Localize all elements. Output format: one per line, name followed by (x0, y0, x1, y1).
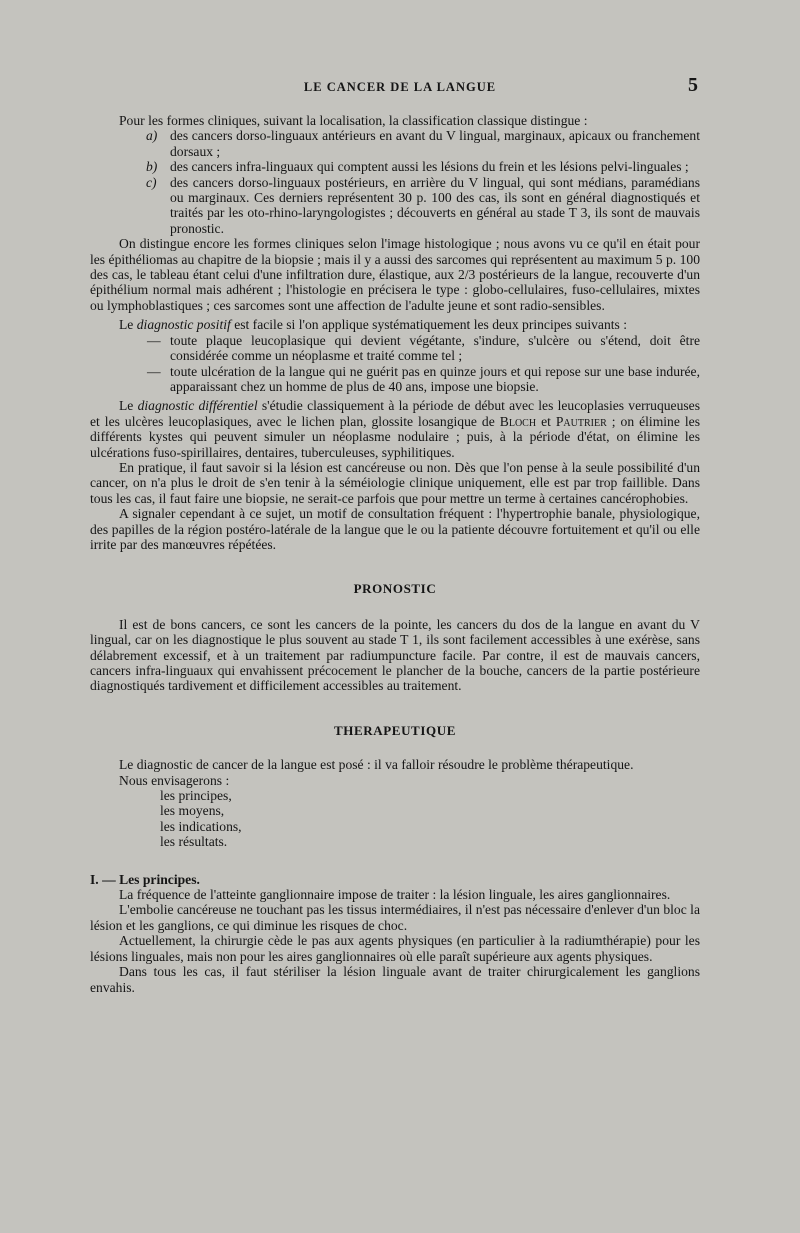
therapeutique-heading: THERAPEUTIQUE (334, 722, 456, 738)
principes-paragraph: La fréquence de l'atteinte ganglionnaire impose de traiter : la lésion linguale, les aires ganglionnaires. (119, 887, 671, 903)
principes-paragraph: L'embolie cancéreuse ne touchant pas les tissus intermédiaires, il n'est pas nécessaire d'enlever d'un bloc la lésion et les ganglions, ce qui diminue les risques de choc. (90, 902, 700, 933)
plan-item: les résultats. (160, 834, 228, 850)
item-text: des cancers dorso-linguaux antérieurs en avant du V lingual, marginaux, apicaux ou franchement dorsaux ; (170, 128, 700, 159)
dp-rest: est facile si l'on applique systématiquement les deux principes suivants : (234, 317, 627, 333)
plan-item: les indications, (160, 818, 242, 834)
pronostic-paragraph: Il est de bons cancers, ce sont les cancers de la pointe, les cancers du dos de la langue en avant du V lingual, car on les diagnostique le plus souvent au stade T 1, ils sont facilement accessibles à une exérèse, sans délabrement excessif, et à un traitement par radiumpuncture facile. Par contre, il est de mauvais cancers, cancers infra-linguaux qui envahissent précocement le plancher de la bouche, cancers de la partie postérieure diagnostiqués tardivement et difficilement accessibles au traitement. (90, 616, 700, 694)
dash-label: — (147, 363, 161, 379)
histologie-paragraph: On distingue encore les formes cliniques selon l'image histologique ; nous avons vu ce qu'il en était pour les épithéliomas au chapitre de la biopsie ; mais il y a aussi des sarcomes qui représentent au maximum 5 p. 100 des cas, le tableau étant celui d'une infiltration dure, élastique, aux 2/3 postérieurs de la langue, recouverte d'un épithélium normal mais adhérent ; l'histologie en précisera le type : globo-cellulaires, fuso-cellulaires, mixtes ou lymphoblastiques ; ces sarcomes sont une affection de l'adulte jeune et sont radio-sensibles. (90, 236, 700, 313)
item-label: c) (146, 174, 157, 190)
pratique-paragraph: En pratique, il faut savoir si la lésion est cancéreuse ou non. Dès que l'on pense à la seule possibilité d'un cancer, on n'a plus le droit de s'en tenir à la séméiologie clinique uniquement, elle est par trop faillible. Dans tous les cas, il faut faire une biopsie, ne serait-ce parfois que pour mettre un terme à certaines cancérophobies. (90, 459, 700, 506)
dp-prefix: Le (119, 317, 134, 333)
list-item (90, 128, 700, 159)
item-text: des cancers dorso-linguaux postérieurs, en arrière du V lingual, qui sont médians, paramédians ou marginaux. Ces derniers représentent 30 p. 100 des cas, ils sont en général diagnostiqués et traités par les oto-rhino-laryngologistes ; découverts en général au stade T 3, ils sont de mauvais pronostic. (170, 174, 700, 236)
principes-paragraph: Dans tous les cas, il faut stériliser la lésion linguale avant de traiter chirurgicalement les ganglions envahis. (90, 964, 700, 995)
author-name: Bloch (499, 413, 537, 429)
therapeutique-intro: Le diagnostic de cancer de la langue est posé : il va falloir résoudre le problème thérapeutique. (119, 757, 634, 773)
dd-text-b: ; on élimine les différents kystes qui peuvent simuler un néoplasme nodulaire ; puis, à la période d'état, on élimine les ulcérations fuso-spirillaires, dentaires, tuberculeuses, syphilitiques. (90, 413, 700, 460)
diagnostic-positif-paragraph (90, 317, 700, 332)
dash-item (90, 364, 700, 395)
dd-prefix: Le (119, 398, 134, 414)
plan-item: les moyens, (160, 803, 225, 819)
item-label: b) (146, 159, 158, 175)
pronostic-heading: PRONOSTIC (353, 581, 437, 597)
envisage-line: Nous envisagerons : (119, 772, 230, 788)
dash-item (90, 333, 700, 364)
list-item (90, 175, 700, 237)
plan-list (90, 788, 700, 850)
page-number: 5 (688, 74, 698, 96)
author-name: Pautrier (555, 413, 607, 429)
signaler-paragraph: A signaler cependant à ce sujet, un motif de consultation fréquent : l'hypertrophie banale, physiologique, des papilles de la région postéro-latérale de la langue que le ou la patiente découvre fortuitement et qu'il ou elle irrite par des manœuvres répétées. (90, 506, 700, 552)
dash-text: toute plaque leucoplasique qui devient végétante, s'indure, s'ulcère ou s'étend, doit être considérée comme un néoplasme et traité comme tel ; (170, 332, 700, 364)
principes-heading: I. — Les principes. (90, 871, 200, 887)
diagnostic-differentiel-paragraph (90, 398, 700, 460)
item-text: des cancers infra-linguaux qui comptent aussi les lésions du frein et les lésions pelvi-linguales ; (170, 159, 689, 175)
page-body (90, 113, 700, 995)
dash-label: — (147, 332, 161, 348)
running-title: LE CANCER DE LA LANGUE (303, 80, 497, 94)
list-item (90, 159, 700, 174)
dd-term: diagnostic différentiel (137, 398, 258, 414)
formes-intro: Pour les formes cliniques, suivant la localisation, la classification classique distingue : (119, 113, 588, 128)
dd-text-a: s'étudie classiquement à la période de début avec les leucoplasies verruqueuses et les ulcères leucoplasiques, avec le lichen plan, glossite losangique de (90, 398, 701, 429)
dp-term: diagnostic positif (136, 317, 231, 333)
principes-paragraph: Actuellement, la chirurgie cède le pas aux agents physiques (en particulier à la radiumthérapie) pour les lésions linguales, mais non pour les aires ganglionnaires où elle paraît supérieure aux agents physiques. (90, 933, 700, 964)
item-label: a) (146, 128, 158, 144)
dash-text: toute ulcération de la langue qui ne guérit pas en quinze jours et qui repose sur une base indurée, apparaissant chez un homme de plus de 40 ans, impose une biopsie. (170, 363, 700, 394)
plan-item: les principes, (160, 788, 232, 804)
dd-conj: et (541, 413, 551, 429)
